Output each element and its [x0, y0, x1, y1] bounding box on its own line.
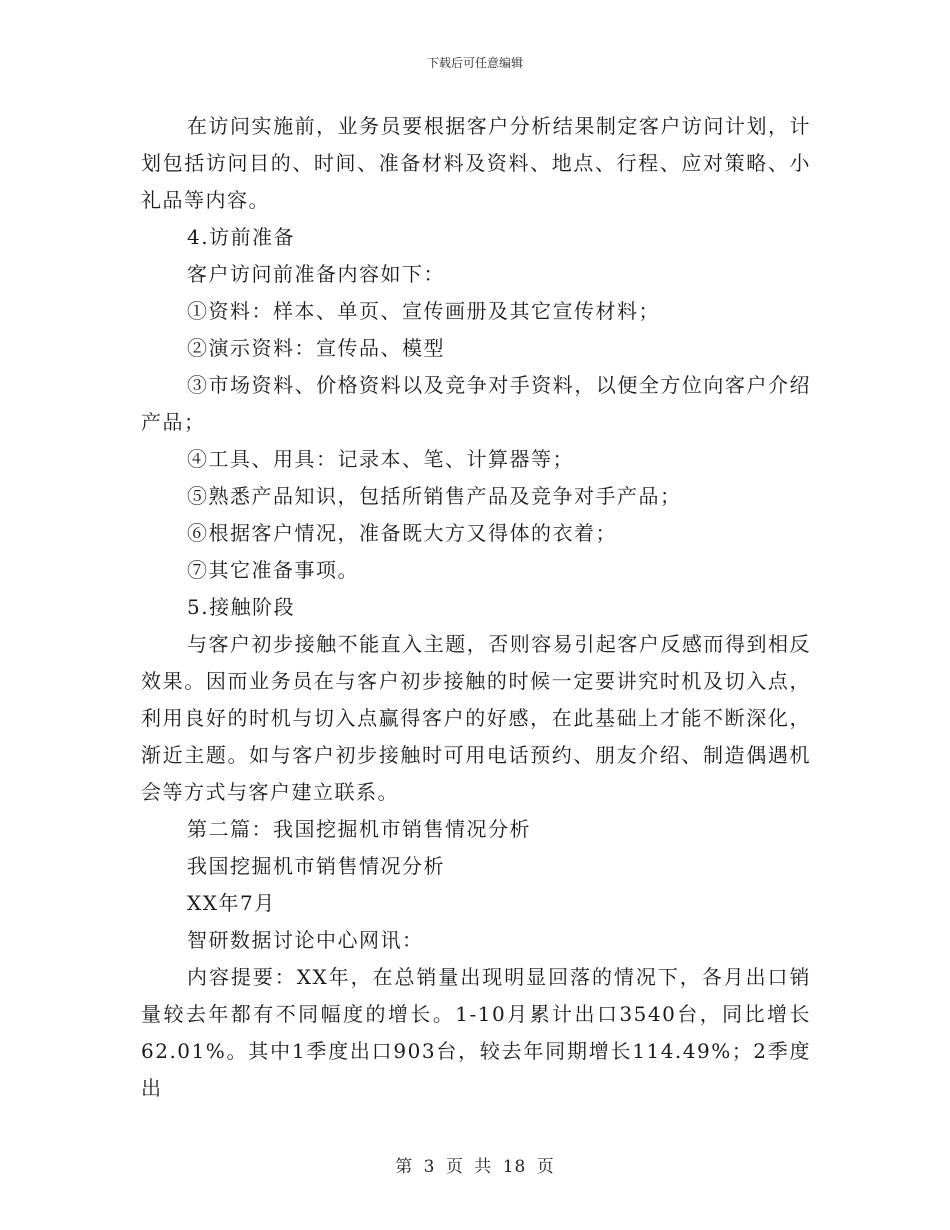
- article-date: XX年7月: [187, 891, 276, 915]
- footer-prefix: 第: [395, 1157, 414, 1177]
- list-item-knowledge: ⑤熟悉产品知识，包括所销售产品及竞争对手产品；: [187, 484, 682, 508]
- paragraph-visit-plan: 在访问实施前，业务员要根据客户分析结果制定客户访问计划，计划包括访问目的、时间、准备材料及资料、地点、行程、应对策略、小礼品等内容。: [141, 114, 811, 212]
- heading-contact-stage: 5.接触阶段: [187, 595, 296, 619]
- footer-page-label: 页: [445, 1157, 464, 1177]
- list-item-tools: ④工具、用具：记录本、笔、计算器等；: [187, 447, 574, 471]
- page-header: 下载后可任意编辑: [426, 56, 523, 70]
- list-item-other: ⑦其它准备事项。: [187, 558, 359, 582]
- paragraph-summary: 内容提要：XX年，在总销量出现明显回落的情况下，各月出口销量较去年都有不同幅度的增长。1-10月累计出口3540台，同比增长62.01%。其中1季度出口903台，较去年同期增长114.49%；2季度出: [141, 965, 811, 1100]
- footer-page-number: 3: [423, 1157, 436, 1177]
- list-item-materials: ①资料：样本、单页、宣传画册及其它宣传材料；: [187, 299, 660, 323]
- list-item-demo: ②演示资料：宣传品、模型: [187, 336, 445, 360]
- heading-pre-visit: 4.访前准备: [187, 225, 296, 249]
- article-title: 我国挖掘机市销售情况分析: [187, 854, 445, 878]
- footer-suffix: 页: [536, 1157, 555, 1177]
- paragraph-prep-intro: 客户访问前准备内容如下：: [187, 262, 445, 286]
- footer-total-pages: 18: [502, 1157, 527, 1177]
- paragraph-contact: 与客户初步接触不能直入主题，否则容易引起客户反感而得到相反效果。因而业务员在与客户初步接触的时候一定要讲究时机及切入点，利用良好的时机与切入点赢得客户的好感，在此基础上才能不断深化，渐近主题。如与客户初步接触时可用电话预约、朋友介绍、制造偶遇机会等方式与客户建立联系。: [141, 632, 811, 804]
- heading-part-two: 第二篇：我国挖掘机市销售情况分析: [187, 817, 531, 841]
- list-item-market: ③市场资料、价格资料以及竞争对手资料，以便全方位向客户介绍产品；: [141, 373, 811, 434]
- list-item-attire: ⑥根据客户情况，准备既大方又得体的衣着；: [187, 521, 617, 545]
- page-footer: [0, 1152, 950, 1177]
- document-body: [141, 108, 811, 1107]
- footer-total-label: 共: [474, 1157, 493, 1177]
- article-source: 智研数据讨论中心网讯：: [187, 928, 424, 952]
